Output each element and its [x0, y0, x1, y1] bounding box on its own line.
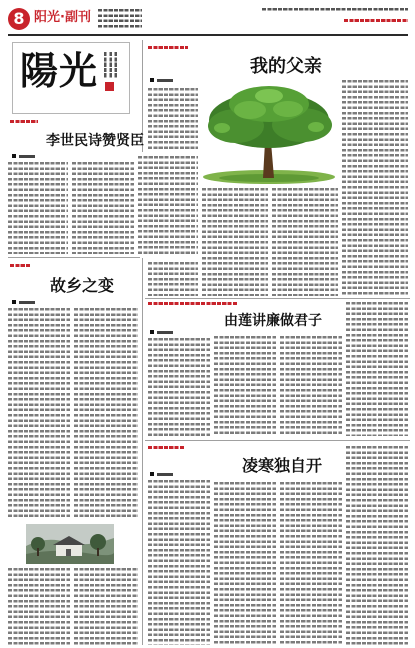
header-rule [8, 34, 408, 36]
masthead-inscription [104, 52, 117, 78]
section-tag [10, 120, 38, 126]
section-rule [8, 257, 140, 258]
article-body-column [346, 446, 408, 645]
edition-info [98, 9, 142, 30]
article-body-column [342, 80, 408, 296]
article-body-column [74, 308, 138, 520]
byline-marker-icon [150, 472, 154, 476]
byline-name [19, 301, 35, 304]
headline-li-shimin: 李世民诗赞贤臣 [46, 133, 144, 149]
article-body-column [280, 336, 342, 436]
red-seal-icon [105, 82, 114, 91]
article-body-column [148, 338, 210, 436]
article-body-column [280, 482, 342, 645]
byline-name [157, 473, 173, 476]
article-body-column [148, 88, 198, 150]
section-title: 阳光·副刊 [34, 10, 91, 25]
tree-illustration [200, 82, 338, 184]
article-body-column [8, 568, 70, 645]
headline-hometown: 故乡之变 [50, 276, 115, 295]
article-body-column [148, 480, 210, 645]
byline-marker-icon [12, 154, 16, 158]
section-rule [145, 298, 410, 299]
contact-info [262, 8, 408, 13]
byline-name [19, 155, 35, 158]
village-photo [26, 524, 114, 564]
byline-name [157, 331, 173, 334]
article-body-column [214, 336, 276, 436]
article-body-column [214, 482, 276, 645]
headline-father: 我的父亲 [250, 56, 322, 77]
section-tag [148, 302, 238, 308]
column-rule [142, 258, 143, 645]
section-tag [148, 446, 184, 452]
page-number-badge: 8 [8, 8, 30, 30]
article-body-column [202, 188, 268, 296]
section-rule [145, 440, 410, 441]
article-body-column [346, 302, 408, 436]
article-body-column [8, 162, 68, 254]
article-body-column [74, 568, 138, 645]
byline-name [157, 79, 173, 82]
article-body-column [72, 162, 134, 254]
section-tag [148, 46, 188, 52]
byline-marker-icon [150, 78, 154, 82]
byline-marker-icon [150, 330, 154, 334]
byline-marker-icon [12, 300, 16, 304]
paper-name-label [344, 19, 408, 25]
masthead-title: 陽光 [20, 48, 99, 93]
article-body-column [8, 308, 70, 520]
article-body-column [138, 156, 198, 254]
section-tag [10, 264, 30, 270]
article-body-column [148, 262, 198, 296]
headline-lotus: 由莲讲廉做君子 [224, 313, 322, 329]
headline-winter: 凌寒独自开 [242, 456, 323, 475]
article-body-column [272, 188, 338, 296]
